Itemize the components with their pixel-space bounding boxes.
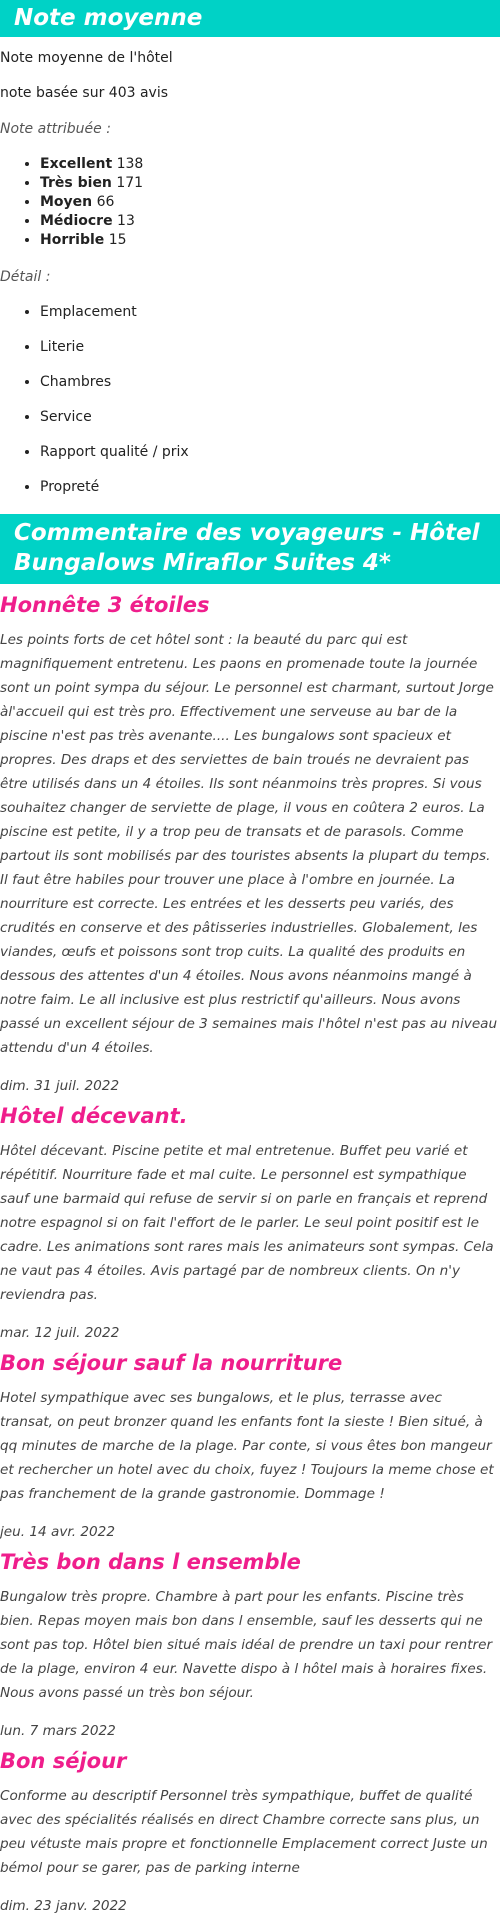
review-title: Honnête 3 étoiles xyxy=(0,593,210,617)
review-item xyxy=(0,584,500,1095)
rating-label: Excellent xyxy=(40,156,113,172)
review-item xyxy=(0,1095,500,1342)
review-body: Hôtel décevant. Piscine petite et mal entretenue. Buffet peu varié et répétitif. Nourriture fade et mal cuite. Le personnel est sympathique sauf une barmaid qui refuse de servir si on parle en français et reprend notre espagnol si on fait l'effort de le parler. Le seul point positif est le cadre. Les animations sont rares mais les animateurs sont sympas. Cela ne vaut pas 4 étoiles. Avis partagé par de nombreux clients. On n'y reviendra pas. xyxy=(0,1143,494,1303)
reviews-count: note basée sur 403 avis xyxy=(0,85,169,101)
rating-breakdown-list xyxy=(0,155,500,250)
detail-item: • Emplacement xyxy=(40,304,500,321)
detail-item: • Rapport qualité / prix xyxy=(40,444,500,461)
review-item xyxy=(0,1740,500,1915)
rating-label: Moyen xyxy=(40,194,93,210)
rating-moyen xyxy=(40,193,500,212)
hotel-rating-label: Note moyenne de l'hôtel xyxy=(0,50,173,66)
rating-breakdown-label: Note attribuée : xyxy=(0,121,111,137)
detail-item: • Service xyxy=(40,409,500,426)
rating-label: Horrible xyxy=(40,232,105,248)
rating-horrible xyxy=(40,231,500,250)
review-date: dim. 23 janv. 2022 xyxy=(0,1898,127,1914)
review-title: Hôtel décevant. xyxy=(0,1104,188,1128)
review-body: Les points forts de cet hôtel sont : la beauté du parc qui est magnifiquement entretenu. Les paons en promenade toute la journée sont un point sympa du séjour. Le personnel est charmant, surtout Jorge àl'accueil qui est très pro. Effectivement une serveuse au bar de la piscine n'est pas très avenante.... Les bungalows sont spacieux et propres. Des draps et des serviettes de bain troués ne devraient pas être utilisés dans un 4 étoiles. Ils sont néanmoins très propres. Si vous souhaitez changer de serviette de plage, il vous en coûtera 2 euros. La piscine est petite, il y a trop peu de transats et de parasols. Comme partout ils sont mobilisés par des touristes absents la plupart du temps. Il faut être habiles pour trouver une place à l'ombre en journée. La nourriture est correcte. Les entrées et les desserts peu variés, des crudités en conserve et des pâtisseries industrielles. Globalement, les viandes, œufs et poissons sont trop cuits. La qualité des produits en dessous des attentes d'un 4 étoiles. Nous avons néanmoins mangé à notre faim. Le all inclusive est plus restrictif qu'ailleurs. Nous avons passé un excellent séjour de 3 semaines mais l'hôtel n'est pas au niveau attendu d'un 4 étoiles. xyxy=(0,632,498,1056)
detail-item: • Propreté xyxy=(40,479,500,496)
review-title: Bon séjour xyxy=(0,1749,127,1773)
comments-section-header: Commentaire des voyageurs - Hôtel Bungalows Miraflor Suites 4* xyxy=(0,514,500,584)
rating-count: 15 xyxy=(108,232,127,248)
rating-tres-bien xyxy=(40,174,500,193)
detail-label: Détail : xyxy=(0,269,51,285)
note-section-header: Note moyenne xyxy=(0,0,500,37)
review-date: mar. 12 juil. 2022 xyxy=(0,1325,120,1341)
rating-label: Très bien xyxy=(40,175,112,191)
rating-count: 171 xyxy=(116,175,144,191)
review-date: jeu. 14 avr. 2022 xyxy=(0,1524,115,1540)
rating-count: 13 xyxy=(117,213,135,229)
review-date: lun. 7 mars 2022 xyxy=(0,1723,116,1739)
review-body: Bungalow très propre. Chambre à part pour les enfants. Piscine très bien. Repas moyen mais bon dans l ensemble, sauf les desserts qui ne sont pas top. Hôtel bien situé mais idéal de prendre un taxi pour rentrer de la plage, environ 4 eur. Navette dispo à l hôtel mais à horaires fixes. Nous avons passé un très bon séjour. xyxy=(0,1589,493,1701)
rating-count: 138 xyxy=(116,156,144,172)
review-date: dim. 31 juil. 2022 xyxy=(0,1078,120,1094)
detail-item: • Chambres xyxy=(40,374,500,391)
review-title: Très bon dans l ensemble xyxy=(0,1550,301,1574)
review-body: Hotel sympathique avec ses bungalows, et le plus, terrasse avec transat, on peut bronzer quand les enfants font la sieste ! Bien situé, à qq minutes de marche de la plage. Par conte, si vous êtes bon mangeur et rechercher un hotel avec du choix, fuyez ! Toujours la meme chose et pas franchement de la grande gastronomie. Dommage ! xyxy=(0,1390,494,1502)
review-body: Conforme au descriptif Personnel très sympathique, buffet de qualité avec des spécialités réalisés en direct Chambre correcte sans plus, un peu vétuste mais propre et fonctionnelle Emplacement correct Juste un bémol pour se garer, pas de parking interne xyxy=(0,1788,488,1876)
detail-item: • Literie xyxy=(40,339,500,356)
rating-count: 66 xyxy=(96,194,115,210)
detail-list xyxy=(0,304,500,496)
rating-mediocre xyxy=(40,212,500,231)
review-item xyxy=(0,1342,500,1541)
rating-excellent xyxy=(40,155,500,174)
review-item xyxy=(0,1541,500,1740)
rating-label: Médiocre xyxy=(40,213,113,229)
review-title: Bon séjour sauf la nourriture xyxy=(0,1351,343,1375)
